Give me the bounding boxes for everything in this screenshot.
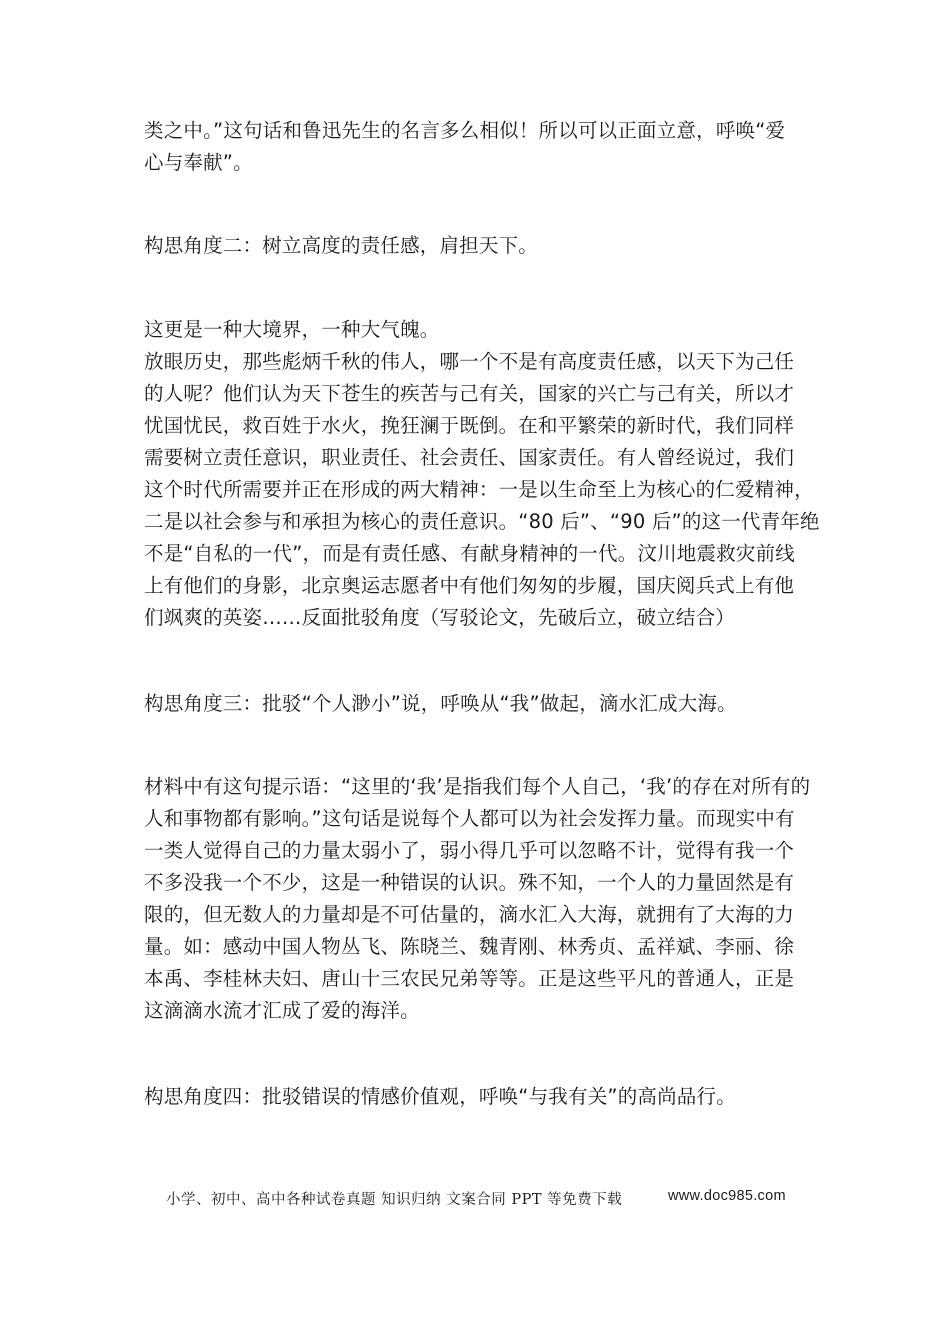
paragraph-3-line-1: 材料中有这句提示语：“这里的‘我’是指我们每个人自己，‘我’的存在对所有的: [144, 775, 811, 798]
heading-angle-3: 构思角度三：批驳“个人渺小”说，呼唤从“我”做起，滴水汇成大海。: [144, 692, 737, 715]
heading-angle-2: 构思角度二：树立高度的责任感，肩担天下。: [144, 234, 539, 257]
paragraph-2-line-6: 这个时代所需要并正在形成的两大精神：一是以生命至上为核心的仁爱精神，: [144, 478, 814, 501]
paragraph-2-line-2: 放眼历史，那些彪炳千秋的伟人，哪一个不是有高度责任感，以天下为己任: [144, 350, 795, 373]
paragraph-2-line-5: 需要树立责任意识，职业责任、社会责任、国家责任。有人曾经说过，我们: [144, 446, 795, 469]
paragraph-2-line-8: 不是“自私的一代”，而是有责任感、有献身精神的一代。汶川地震救灾前线: [144, 542, 796, 565]
paragraph-1-line-2: 心与奉献”。: [144, 151, 253, 174]
paragraph-1-line-1: 类之中。”这句话和鲁迅先生的名言多么相似！所以可以正面立意，呼唤“爱: [144, 119, 786, 142]
paragraph-3-line-6: 量。如：感动中国人物丛飞、陈晓兰、魏青刚、林秀贞、孟祥斌、李丽、徐: [144, 935, 795, 958]
page-footer: [0, 1188, 950, 1216]
paragraph-3-line-4: 不多没我一个不少，这是一种错误的认识。殊不知，一个人的力量固然是有: [144, 871, 795, 894]
paragraph-2-line-3: 的人呢？他们认为天下苍生的疾苦与己有关，国家的兴亡与己有关，所以才: [144, 382, 795, 405]
paragraph-2-line-7: 二是以社会参与和承担为核心的责任意识。“80 后”、“90 后”的这一代青年绝: [144, 510, 820, 533]
paragraph-2-line-10: 们飒爽的英姿……反面批驳角度（写驳论文，先破后立，破立结合）: [144, 606, 736, 629]
footer-download-text: 小学、初中、高中各种试卷真题 知识归纳 文案合同 PPT 等免费下载: [166, 1192, 623, 1208]
footer-website-link[interactable]: www.doc985.com: [668, 1188, 786, 1204]
paragraph-3-line-2: 人和事物都有影响。”这句话是说每个人都可以为社会发挥力量。而现实中有: [144, 807, 795, 830]
paragraph-2-line-4: 忧国忧民，救百姓于水火，挽狂澜于既倒。在和平繁荣的新时代，我们同样: [144, 414, 795, 437]
paragraph-3-line-3: 一类人觉得自己的力量太弱小了，弱小得几乎可以忽略不计，觉得有我一个: [144, 839, 795, 862]
paragraph-3-line-8: 这滴滴水流才汇成了爱的海洋。: [144, 999, 420, 1022]
heading-angle-4: 构思角度四：批驳错误的情感价值观，呼唤“与我有关”的高尚品行。: [144, 1085, 736, 1108]
paragraph-2-line-9: 上有他们的身影，北京奥运志愿者中有他们匆匆的步履，国庆阅兵式上有他: [144, 574, 795, 597]
paragraph-2-line-1: 这更是一种大境界，一种大气魄。: [144, 318, 440, 341]
paragraph-3-line-7: 本禹、李桂林夫妇、唐山十三农民兄弟等等。正是这些平凡的普通人，正是: [144, 967, 795, 990]
paragraph-3-line-5: 限的，但无数人的力量却是不可估量的，滴水汇入大海，就拥有了大海的力: [144, 903, 795, 926]
